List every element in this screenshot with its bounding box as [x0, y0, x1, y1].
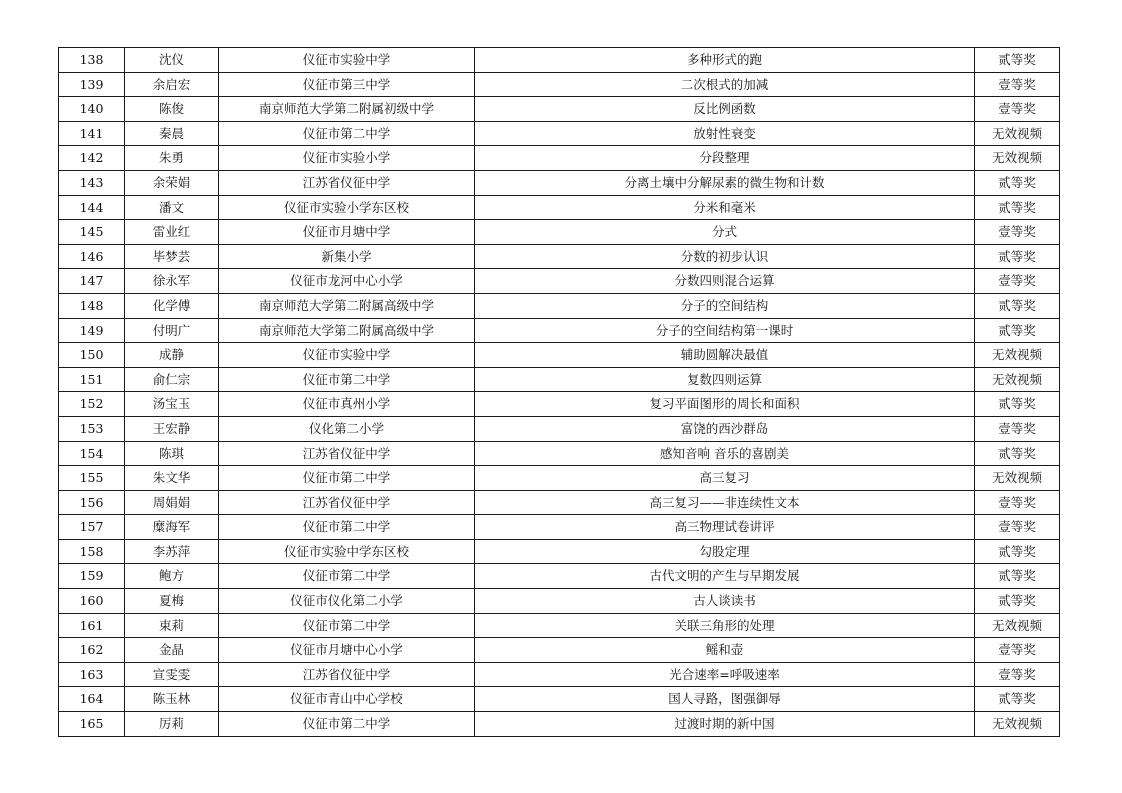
table-row	[59, 441, 1060, 466]
award-cell: 无效视频	[975, 712, 1060, 737]
award-cell: 贰等奖	[975, 539, 1060, 564]
teacher-name-cell: 鲍方	[125, 564, 219, 589]
awards-table-body	[59, 48, 1060, 737]
lesson-title-cell: 放射性衰变	[475, 121, 975, 146]
lesson-title-cell: 高三物理试卷讲评	[475, 515, 975, 540]
school-cell: 仪征市月塘中心小学	[219, 638, 475, 663]
row-number-cell: 150	[59, 343, 125, 368]
award-cell: 无效视频	[975, 121, 1060, 146]
table-row	[59, 589, 1060, 614]
row-number-cell: 164	[59, 687, 125, 712]
lesson-title-cell: 分数的初步认识	[475, 244, 975, 269]
lesson-title-cell: 感知音响 音乐的喜剧美	[475, 441, 975, 466]
school-cell: 江苏省仪征中学	[219, 170, 475, 195]
lesson-title-cell: 国人寻路，图强御辱	[475, 687, 975, 712]
row-number-cell: 154	[59, 441, 125, 466]
table-row	[59, 269, 1060, 294]
lesson-title-cell: 复数四则运算	[475, 367, 975, 392]
row-number-cell: 149	[59, 318, 125, 343]
school-cell: 仪征市第二中学	[219, 466, 475, 491]
award-cell: 无效视频	[975, 613, 1060, 638]
table-row	[59, 392, 1060, 417]
teacher-name-cell: 徐永军	[125, 269, 219, 294]
teacher-name-cell: 毕梦芸	[125, 244, 219, 269]
award-cell: 壹等奖	[975, 638, 1060, 663]
lesson-title-cell: 关联三角形的处理	[475, 613, 975, 638]
table-row	[59, 293, 1060, 318]
award-cell: 贰等奖	[975, 392, 1060, 417]
table-row	[59, 564, 1060, 589]
row-number-cell: 160	[59, 589, 125, 614]
school-cell: 仪征市第二中学	[219, 613, 475, 638]
award-cell: 无效视频	[975, 343, 1060, 368]
teacher-name-cell: 化学傅	[125, 293, 219, 318]
row-number-cell: 139	[59, 72, 125, 97]
lesson-title-cell: 勾股定理	[475, 539, 975, 564]
award-cell: 贰等奖	[975, 564, 1060, 589]
school-cell: 仪征市第三中学	[219, 72, 475, 97]
teacher-name-cell: 朱文华	[125, 466, 219, 491]
teacher-name-cell: 秦晨	[125, 121, 219, 146]
row-number-cell: 159	[59, 564, 125, 589]
school-cell: 仪征市第二中学	[219, 367, 475, 392]
lesson-title-cell: 高三复习	[475, 466, 975, 491]
lesson-title-cell: 富饶的西沙群岛	[475, 416, 975, 441]
school-cell: 仪征市实验小学东区校	[219, 195, 475, 220]
lesson-title-cell: 分段整理	[475, 146, 975, 171]
teacher-name-cell: 余荣娟	[125, 170, 219, 195]
row-number-cell: 158	[59, 539, 125, 564]
teacher-name-cell: 陈琪	[125, 441, 219, 466]
lesson-title-cell: 辅助圆解决最值	[475, 343, 975, 368]
award-cell: 无效视频	[975, 367, 1060, 392]
award-cell: 壹等奖	[975, 269, 1060, 294]
table-row	[59, 121, 1060, 146]
award-cell: 壹等奖	[975, 416, 1060, 441]
lesson-title-cell: 分子的空间结构	[475, 293, 975, 318]
row-number-cell: 151	[59, 367, 125, 392]
school-cell: 江苏省仪征中学	[219, 441, 475, 466]
award-cell: 壹等奖	[975, 220, 1060, 245]
row-number-cell: 148	[59, 293, 125, 318]
school-cell: 南京师范大学第二附属初级中学	[219, 97, 475, 122]
lesson-title-cell: 多种形式的跑	[475, 48, 975, 73]
row-number-cell: 165	[59, 712, 125, 737]
teacher-name-cell: 付明广	[125, 318, 219, 343]
row-number-cell: 152	[59, 392, 125, 417]
row-number-cell: 142	[59, 146, 125, 171]
table-row	[59, 244, 1060, 269]
lesson-title-cell: 二次根式的加减	[475, 72, 975, 97]
school-cell: 仪征市实验中学	[219, 48, 475, 73]
row-number-cell: 156	[59, 490, 125, 515]
teacher-name-cell: 夏梅	[125, 589, 219, 614]
school-cell: 仪征市青山中心学校	[219, 687, 475, 712]
award-cell: 壹等奖	[975, 515, 1060, 540]
award-cell: 壹等奖	[975, 490, 1060, 515]
school-cell: 仪征市月塘中学	[219, 220, 475, 245]
school-cell: 仪化第二小学	[219, 416, 475, 441]
award-cell: 贰等奖	[975, 293, 1060, 318]
row-number-cell: 146	[59, 244, 125, 269]
row-number-cell: 147	[59, 269, 125, 294]
award-cell: 贰等奖	[975, 441, 1060, 466]
award-cell: 壹等奖	[975, 97, 1060, 122]
teacher-name-cell: 宣雯雯	[125, 662, 219, 687]
teacher-name-cell: 汤宝玉	[125, 392, 219, 417]
teacher-name-cell: 俞仁宗	[125, 367, 219, 392]
table-row	[59, 146, 1060, 171]
lesson-title-cell: 过渡时期的新中国	[475, 712, 975, 737]
award-cell: 无效视频	[975, 466, 1060, 491]
table-row	[59, 170, 1060, 195]
table-row	[59, 662, 1060, 687]
teacher-name-cell: 陈俊	[125, 97, 219, 122]
school-cell: 仪征市第二中学	[219, 515, 475, 540]
school-cell: 仪征市真州小学	[219, 392, 475, 417]
school-cell: 江苏省仪征中学	[219, 662, 475, 687]
table-row	[59, 220, 1060, 245]
row-number-cell: 163	[59, 662, 125, 687]
row-number-cell: 157	[59, 515, 125, 540]
awards-table	[58, 47, 1060, 737]
lesson-title-cell: 光合速率=呼吸速率	[475, 662, 975, 687]
lesson-title-cell: 分米和毫米	[475, 195, 975, 220]
table-row	[59, 515, 1060, 540]
row-number-cell: 153	[59, 416, 125, 441]
table-row	[59, 416, 1060, 441]
lesson-title-cell: 古代文明的产生与早期发展	[475, 564, 975, 589]
table-row	[59, 367, 1060, 392]
row-number-cell: 141	[59, 121, 125, 146]
school-cell: 江苏省仪征中学	[219, 490, 475, 515]
lesson-title-cell: 古人谈读书	[475, 589, 975, 614]
school-cell: 仪征市第二中学	[219, 712, 475, 737]
row-number-cell: 155	[59, 466, 125, 491]
school-cell: 仪征市实验中学东区校	[219, 539, 475, 564]
table-row	[59, 613, 1060, 638]
award-cell: 壹等奖	[975, 662, 1060, 687]
lesson-title-cell: 反比例函数	[475, 97, 975, 122]
table-row	[59, 72, 1060, 97]
award-cell: 贰等奖	[975, 687, 1060, 712]
lesson-title-cell: 高三复习——非连续性文本	[475, 490, 975, 515]
award-cell: 壹等奖	[975, 72, 1060, 97]
table-row	[59, 195, 1060, 220]
lesson-title-cell: 分离土壤中分解尿素的微生物和计数	[475, 170, 975, 195]
school-cell: 新集小学	[219, 244, 475, 269]
teacher-name-cell: 沈仪	[125, 48, 219, 73]
award-cell: 贰等奖	[975, 318, 1060, 343]
award-cell: 无效视频	[975, 146, 1060, 171]
award-cell: 贰等奖	[975, 244, 1060, 269]
table-row	[59, 490, 1060, 515]
table-row	[59, 97, 1060, 122]
table-row	[59, 466, 1060, 491]
award-cell: 贰等奖	[975, 195, 1060, 220]
lesson-title-cell: 复习平面图形的周长和面积	[475, 392, 975, 417]
school-cell: 仪征市第二中学	[219, 121, 475, 146]
school-cell: 仪征市第二中学	[219, 564, 475, 589]
row-number-cell: 145	[59, 220, 125, 245]
teacher-name-cell: 糜海军	[125, 515, 219, 540]
row-number-cell: 138	[59, 48, 125, 73]
lesson-title-cell: 分子的空间结构第一课时	[475, 318, 975, 343]
teacher-name-cell: 陈玉林	[125, 687, 219, 712]
award-cell: 贰等奖	[975, 170, 1060, 195]
teacher-name-cell: 李苏萍	[125, 539, 219, 564]
school-cell: 仪征市实验中学	[219, 343, 475, 368]
row-number-cell: 161	[59, 613, 125, 638]
award-cell: 贰等奖	[975, 48, 1060, 73]
teacher-name-cell: 成静	[125, 343, 219, 368]
table-row	[59, 638, 1060, 663]
row-number-cell: 140	[59, 97, 125, 122]
school-cell: 仪征市龙河中心小学	[219, 269, 475, 294]
table-row	[59, 48, 1060, 73]
lesson-title-cell: 分数四则混合运算	[475, 269, 975, 294]
teacher-name-cell: 周娟娟	[125, 490, 219, 515]
row-number-cell: 143	[59, 170, 125, 195]
teacher-name-cell: 雷业红	[125, 220, 219, 245]
teacher-name-cell: 朱勇	[125, 146, 219, 171]
table-row	[59, 318, 1060, 343]
row-number-cell: 162	[59, 638, 125, 663]
lesson-title-cell: 鳐和壶	[475, 638, 975, 663]
table-row	[59, 343, 1060, 368]
table-row	[59, 539, 1060, 564]
teacher-name-cell: 潘文	[125, 195, 219, 220]
school-cell: 南京师范大学第二附属高级中学	[219, 318, 475, 343]
row-number-cell: 144	[59, 195, 125, 220]
teacher-name-cell: 厉莉	[125, 712, 219, 737]
teacher-name-cell: 束莉	[125, 613, 219, 638]
teacher-name-cell: 金晶	[125, 638, 219, 663]
table-row	[59, 712, 1060, 737]
teacher-name-cell: 王宏静	[125, 416, 219, 441]
table-row	[59, 687, 1060, 712]
teacher-name-cell: 余启宏	[125, 72, 219, 97]
school-cell: 仪征市实验小学	[219, 146, 475, 171]
lesson-title-cell: 分式	[475, 220, 975, 245]
school-cell: 南京师范大学第二附属高级中学	[219, 293, 475, 318]
award-cell: 贰等奖	[975, 589, 1060, 614]
school-cell: 仪征市仪化第二小学	[219, 589, 475, 614]
